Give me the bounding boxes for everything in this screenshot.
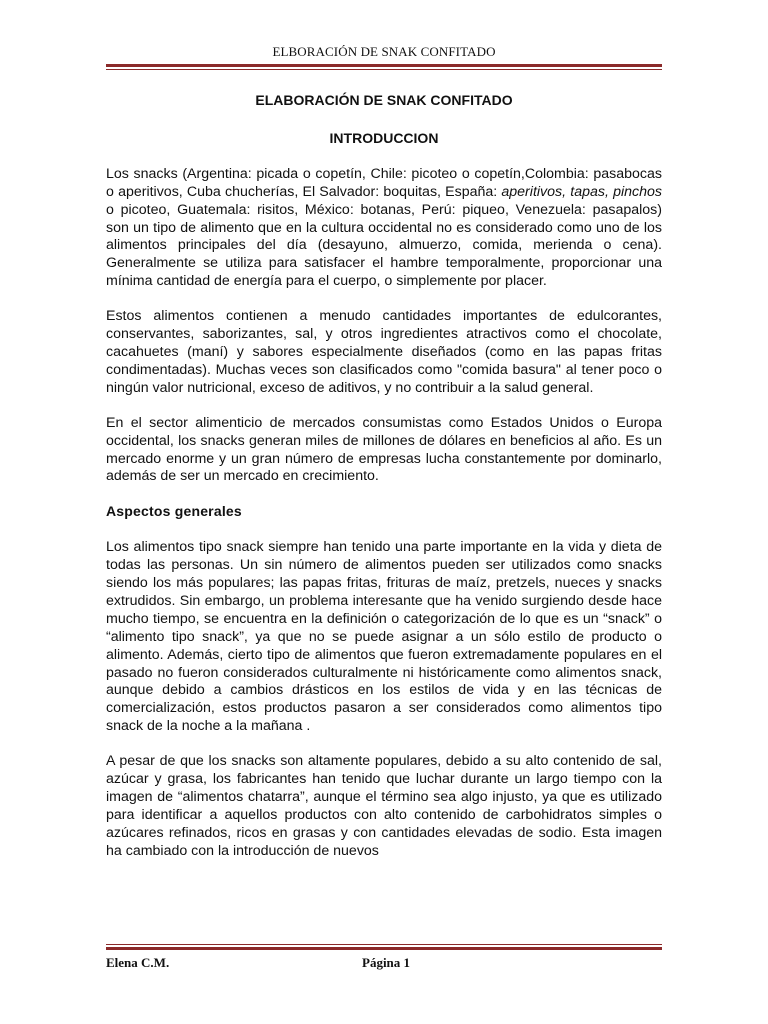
footer-page-number: Página 1 xyxy=(362,955,411,970)
paragraph-continuation-clip xyxy=(106,753,662,859)
aspects-heading: Aspectos generales xyxy=(106,503,242,520)
paragraph-junk-food: A pesar de que los snacks son altamente populares, debido a su alto contenido de sal, azúcar y grasa, los fabricantes han tenido que luchar durante un largo tiempo con la imagen de “alimentos chatarra”, aunque el término sea algo injusto, ya que es utilizado para identificar a aquellos productos con alto contenido de carbohidratos simples o azúcares refinados, ricos en grasas y con cantidades elevadas de sodio. Esta imagen ha cambiado con la introducción de nuevos xyxy=(106,753,662,859)
footer-rule xyxy=(106,944,662,950)
document-body xyxy=(106,92,662,859)
running-header: ELBORACIÓN DE SNAK CONFITADO xyxy=(272,44,496,59)
document-title: ELABORACIÓN DE SNAK CONFITADO xyxy=(255,92,513,108)
paragraph-aspects: Los alimentos tipo snack siempre han tenido una parte importante en la vida y dieta de todas las personas. Un sin número de alimentos pueden ser utilizados como snacks siendo los más populares; las papas fritas, frituras de maíz, pretzels, nueces y snacks extrudidos. Sin embargo, un problema interesante que ha venido surgiendo desde hace mucho tiempo, se encuentra en la definición o categorización de lo que es un “snack” o “alimento tipo snack”, ya que no se puede asignar a un sólo estilo de producto o alimento. Además, cierto tipo de alimentos que fueron extremadamente populares en el pasado no fueron considerados culturalmente ni históricamente como alimentos snack, aunque debido a cambios drásticos en los estilos de vida y en las técnicas de comercialización, estos productos pasaron a ser considerados como alimentos tipo snack de la noche a la mañana . xyxy=(106,539,662,735)
header-rule xyxy=(106,64,662,70)
paragraph-ingredients: Estos alimentos contienen a menudo cantidades importantes de edulcorantes, conservantes, saborizantes, sal, y otros ingredientes atractivos como el chocolate, cacahuetes (maní) y sabores especialmente diseñados (como en las papas fritas condimentadas). Muchas veces son clasificados como "comida basura" al tener poco o ningún valor nutricional, exceso de aditivos, y no contribuir a la salud general. xyxy=(106,308,662,396)
intro-heading: INTRODUCCION xyxy=(329,129,439,146)
paragraph-market: En el sector alimenticio de mercados consumistas como Estados Unidos o Europa occidental, los snacks generan miles de millones de dólares en beneficios al año. Es un mercado enorme y un gran número de empresas lucha constantemente por dominarlo, además de ser un mercado en crecimiento. xyxy=(106,414,662,485)
paragraph-intro: Los snacks (Argentina: picada o copetín, Chile: picoteo o copetín,Colombia: pasabocas o aperitivos, Cuba chucherías, El Salvador: boquitas, España: aperitivos, tapas, pinchos o picoteo, Guatemala: risitos, México: botanas, Perú: piqueo, Venezuela: pasapalos) son un tipo de alimento que en la cultura occidental no es considerado como uno de los alimentos principales del día (desayuno, almuerzo, comida, merienda o cena). Generalmente se utiliza para satisfacer el hambre temporalmente, proporcionar una mínima cantidad de energía para el cuerpo, o simplemente por placer. xyxy=(106,165,662,290)
footer-author: Elena C.M. xyxy=(106,955,170,970)
